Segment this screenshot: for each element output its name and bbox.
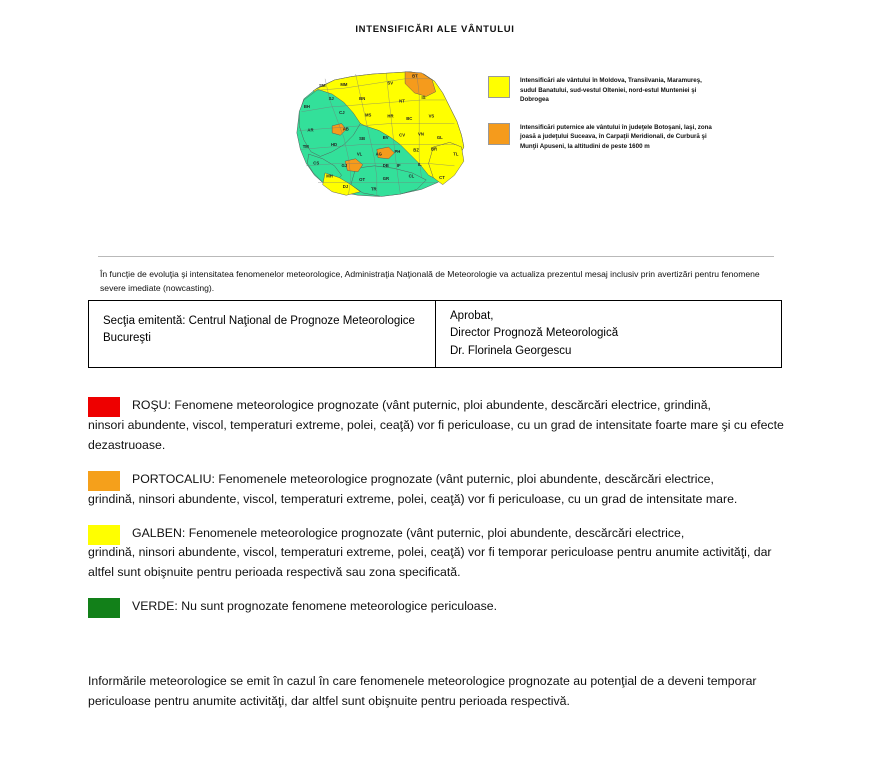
code-block-red [88, 396, 788, 456]
orange-code-first-line: PORTOCALIU: Fenomenele meteorologice prognozate (vânt puternic, ploi abundente, descărcări electrice, [132, 471, 714, 486]
yellow-code-swatch [88, 525, 120, 545]
code-block-orange [88, 470, 788, 510]
svg-text:MM: MM [340, 81, 348, 87]
svg-text:PH: PH [394, 148, 401, 154]
green-code-first-line: VERDE: Nu sunt prognozate fenomene meteorologice periculoase. [132, 599, 498, 614]
svg-text:GJ: GJ [341, 163, 348, 169]
svg-text:AR: AR [307, 127, 314, 133]
footer-note: Informările meteorologice se emit în cazul în care fenomenele meteorologice prognozate au potenţial de a deveni temporar periculoase pentru anumite activităţi, dar altfel sunt obişnuite pentru perioada respectivă. [88, 674, 757, 708]
svg-text:HD: HD [330, 141, 338, 147]
svg-text:CT: CT [439, 174, 445, 180]
approval-line-3: Dr. Florinela Georgescu [450, 344, 572, 357]
orange-code-swatch [88, 471, 120, 491]
svg-text:SJ: SJ [328, 95, 334, 101]
svg-text:BT: BT [412, 73, 418, 79]
approval-line-2: Director Prognoză Meteorologică [450, 327, 619, 340]
red-code-text [88, 396, 788, 456]
svg-text:MH: MH [326, 173, 333, 179]
svg-text:BR: BR [430, 146, 438, 152]
svg-text:SM: SM [319, 83, 326, 89]
horizontal-divider [98, 256, 774, 257]
svg-text:SB: SB [359, 135, 366, 141]
nowcasting-note: În funcţie de evoluţia şi intensitatea fenomenelor meteorologice, Administraţia Naţională de Meteorologie va actualiza prezentul mesaj inclusiv prin avertizări pentru fenomene severe imediate (nowcasting). [100, 269, 760, 293]
svg-text:NT: NT [399, 98, 405, 104]
red-code-rest: ninsori abundente, viscol, temperaturi extreme, polei, ceaţă) vor fi periculoase, cu un grad de intensitate foarte mare şi cu efecte dezastruoase. [88, 417, 784, 452]
yellow-code-first-line: GALBEN: Fenomenele meteorologice prognozate (vânt puternic, ploi abundente, descărcări electrice, [132, 525, 685, 540]
issuing-section-cell: Secţia emitentă: Centrul Naţional de Prognoze Meteorologice Bucureşti [89, 301, 436, 367]
svg-text:VN: VN [418, 131, 424, 137]
legend-item-yellow [488, 76, 748, 105]
yellow-legend-swatch [488, 76, 510, 98]
code-block-green [88, 597, 788, 617]
svg-text:IS: IS [421, 94, 426, 100]
svg-text:OT: OT [359, 177, 366, 183]
svg-text:CS: CS [313, 160, 320, 166]
svg-text:VS: VS [428, 113, 435, 119]
yellow-legend-text: Intensificări ale vântului în Moldova, Transilvania, Maramureş, sudul Banatului, sud-vestul Olteniei, nord-estul Munteniei şi Dobrogea [520, 77, 702, 104]
svg-text:TR: TR [370, 186, 377, 192]
red-code-swatch [88, 397, 120, 417]
yellow-code-rest: grindină, ninsori abundente, viscol, temperaturi extreme, polei, ceaţă) vor fi temporar periculoase pentru anumite activităţi, dar altfel sunt obişnuite pentru perioada respectivă sau zona specificată. [88, 545, 772, 580]
legend-item-orange [488, 123, 748, 152]
svg-text:GR: GR [382, 175, 390, 181]
orange-code-text [88, 470, 788, 510]
red-code-first-line: ROŞU: Fenomene meteorologice prognozate (vânt puternic, ploi abundente, descărcări electrice, grindină, [132, 398, 711, 412]
signature-table [88, 300, 782, 368]
svg-text:MS: MS [365, 112, 372, 118]
svg-text:BC: BC [406, 115, 413, 121]
svg-text:BZ: BZ [413, 147, 419, 153]
svg-text:BH: BH [303, 104, 310, 110]
svg-text:IL: IL [418, 161, 422, 167]
weather-map-block [0, 18, 870, 238]
orange-legend-swatch [488, 123, 510, 145]
svg-text:IF: IF [396, 163, 401, 169]
approval-line-1: Aprobat, [450, 310, 494, 322]
green-code-text [88, 597, 788, 617]
svg-text:VL: VL [356, 151, 363, 157]
orange-legend-text: Intensificări puternice ale vântului în judeţele Botoşani, Iaşi, zona joasă a judeţului Suceava, în Carpaţii Meridionali, de Curbură şi Munţii Apuseni, la altitudini de peste 1600 m [520, 123, 712, 151]
romania-map-svg [278, 46, 478, 221]
svg-text:TL: TL [453, 151, 459, 157]
svg-text:DB: DB [382, 163, 389, 169]
svg-text:GL: GL [436, 134, 443, 140]
yellow-code-text [88, 524, 788, 584]
map-title: INTENSIFICĂRI ALE VÂNTULUI [355, 24, 515, 35]
svg-text:DJ: DJ [342, 184, 349, 190]
code-block-yellow [88, 524, 788, 584]
svg-text:BN: BN [359, 95, 366, 101]
svg-text:AG: AG [375, 151, 382, 157]
svg-text:SV: SV [387, 80, 394, 86]
svg-text:CJ: CJ [339, 110, 345, 116]
warning-code-legend [88, 396, 788, 631]
svg-text:AB: AB [342, 126, 349, 132]
svg-text:TM: TM [302, 144, 309, 150]
svg-text:CL: CL [408, 173, 415, 179]
green-code-swatch [88, 598, 120, 618]
svg-text:CV: CV [399, 132, 406, 138]
approval-cell [436, 301, 781, 367]
svg-text:HR: HR [387, 113, 394, 119]
svg-text:BV: BV [382, 134, 389, 140]
orange-code-rest: grindină, ninsori abundente, viscol, temperaturi extreme, polei, ceaţă) vor fi periculoase, cu un grad de intensitate mare. [88, 491, 738, 506]
map-legend [488, 76, 748, 170]
romania-map [278, 46, 478, 221]
